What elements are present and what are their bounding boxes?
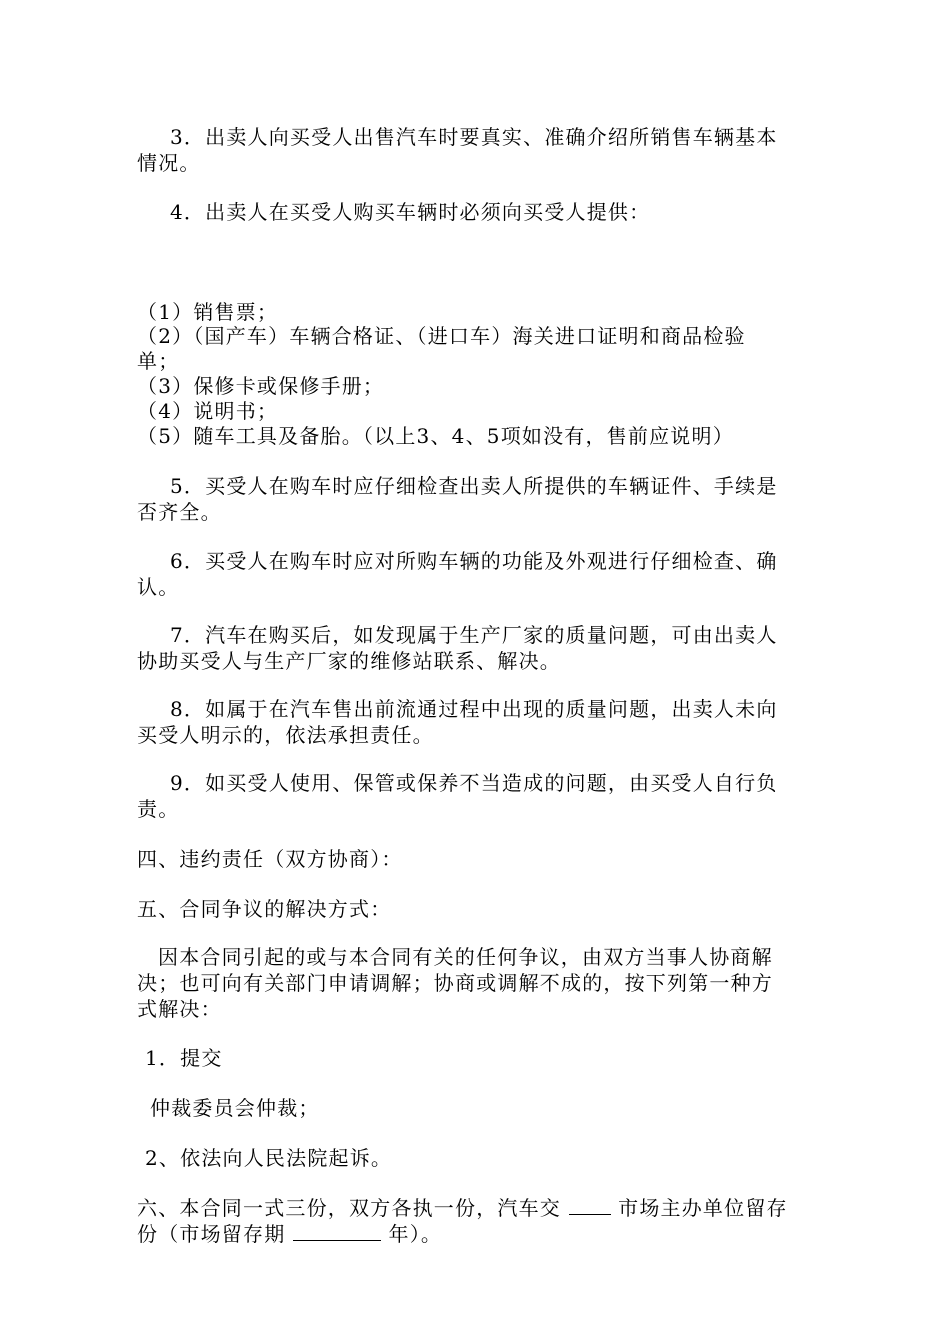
provided-item-2-line-2: 单； [137,349,180,373]
provided-item-1: （1）销售票； [137,300,279,324]
section-six-text-part-1: 六、本合同一式三份，双方各执一份，汽车交 [137,1196,561,1220]
provided-item-2-line-1: （2）（国产车）车辆合格证、（进口车）海关进口证明和商品检验 [137,324,746,348]
section-four-heading: 四、违约责任（双方协商）： [137,847,403,871]
clause-3-line-2: 情况。 [137,151,201,175]
clause-7-line-1: 7．汽车在购买后，如发现属于生产厂家的质量问题，可由出卖人 [170,623,778,647]
clause-5-line-1: 5．买受人在购车时应仔细检查出卖人所提供的车辆证件、手续是 [170,474,778,498]
provided-item-3: （3）保修卡或保修手册； [137,374,385,398]
clause-4-line-1: 4．出卖人在买受人购买车辆时必须向买受人提供： [170,200,651,224]
dispute-paragraph-line-3: 式解决： [137,997,222,1021]
dispute-paragraph-line-1: 因本合同引起的或与本合同有关的任何争议，由双方当事人协商解 [158,945,773,969]
provided-item-5: （5）随车工具及备胎。（以上3、4、5项如没有，售前应说明） [137,424,734,448]
dispute-paragraph-line-2: 决；也可向有关部门申请调解；协商或调解不成的，按下列第一种方 [137,971,773,995]
clause-3-line-1: 3．出卖人向买受人出售汽车时要真实、准确介绍所销售车辆基本 [170,125,778,149]
section-six-line-1 [137,1195,837,1220]
section-five-heading: 五、合同争议的解决方式： [137,897,392,921]
dispute-option-1-line-2: 仲裁委员会仲裁； [150,1096,320,1120]
section-six-text-part-2: 市场主办单位留存 [618,1196,788,1220]
section-six-line-2 [137,1221,837,1246]
retention-period-blank [293,1221,381,1241]
market-name-blank [569,1195,611,1215]
provided-item-4: （4）说明书； [137,399,279,423]
dispute-option-1-line-1: 1．提交 [145,1046,223,1070]
section-six-text-part-3: 份（市场留存期 [137,1222,286,1246]
clause-8-line-1: 8．如属于在汽车售出前流通过程中出现的质量问题，出卖人未向 [170,697,778,721]
clause-7-line-2: 协助买受人与生产厂家的维修站联系、解决。 [137,649,561,673]
clause-9-line-2: 责。 [137,797,180,821]
clause-6-line-2: 认。 [137,575,180,599]
clause-9-line-1: 9．如买受人使用、保管或保养不当造成的问题，由买受人自行负 [170,771,778,795]
clause-6-line-1: 6．买受人在购车时应对所购车辆的功能及外观进行仔细检查、确 [170,549,778,573]
section-six-text-part-4: 年）。 [388,1222,443,1246]
clause-8-line-2: 买受人明示的，依法承担责任。 [137,723,434,747]
dispute-option-2: 2、依法向人民法院起诉。 [145,1146,393,1170]
clause-5-line-2: 否齐全。 [137,500,222,524]
